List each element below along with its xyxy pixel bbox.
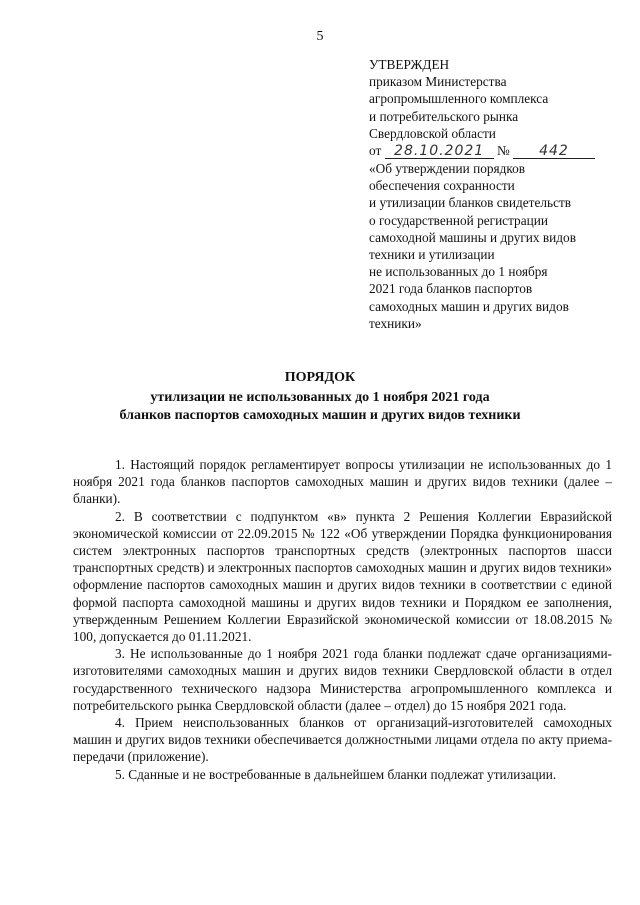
approval-line: агропромышленного комплекса <box>369 91 549 107</box>
subject-line: и утилизации бланков свидетельств <box>369 195 572 211</box>
approval-line: УТВЕРЖДЕН <box>369 57 450 72</box>
paragraph: 4. Прием неиспользованных бланков от организаций-изготовителей самоходных машин и других видов техники обеспечивается должностными лицами отдела по акту приема-передачи (приложение). <box>73 715 612 765</box>
document-title: ПОРЯДОК <box>284 370 356 385</box>
paragraph: 2. В соответствии с подпунктом «в» пункта 2 Решения Коллегии Евразийской экономической комиссии от 22.09.2015 № 122 «Об утверждении Порядка функционирования систем электронных паспортов транспортных средств (электронных паспортов шасси транспортных средств) и электронных паспортов самоходных машин и других видов техники» оформление паспортов самоходных машин и других видов техники в соответствии с единой формой паспорта самоходной машины и других видов техники и Порядком ее заполнения, утвержденным Решением Коллегии Евразийской экономической комиссии от 18.08.2015 № 100, допускается до 01.11.2021. <box>73 508 612 645</box>
subject-line: самоходных машин и других видов <box>369 298 569 314</box>
subject-line: техники и утилизации <box>369 247 495 263</box>
order-date <box>385 144 494 159</box>
order-number <box>513 144 595 159</box>
paragraph: 5. Сданные и не востребованные в дальнейшем бланки подлежат утилизации. <box>115 766 557 782</box>
approval-line: Свердловской области <box>369 125 496 141</box>
approval-line: и потребительского рынка <box>369 108 519 124</box>
document-body <box>73 456 612 783</box>
order-number-sign: № <box>496 143 510 159</box>
paragraph: 3. Не использованные до 1 ноября 2021 года бланки подлежат сдаче организациями-изготовителями самоходных машин и других видов техники Свердловской области в отдел государственного технического надзора Министерства агропромышленного комплекса и потребительского рынка Свердловской области (далее – отдел) до 15 ноября 2021 года. <box>73 646 612 713</box>
subject-line: обеспечения сохранности <box>369 178 515 194</box>
subject-line: о государственной регистрации <box>369 212 548 228</box>
approval-line: приказом Министерства <box>369 74 507 90</box>
order-reference <box>369 142 619 160</box>
document-subtitle: утилизации не использованных до 1 ноября 2021 года <box>150 390 490 405</box>
subject-line: 2021 года бланков паспортов <box>369 281 533 297</box>
document-subtitle: бланков паспортов самоходных машин и других видов техники <box>119 408 521 423</box>
page-number: 5 <box>316 29 324 44</box>
subject-line: «Об утверждении порядков <box>369 161 526 177</box>
paragraph: 1. Настоящий порядок регламентирует вопросы утилизации не использованных до 1 ноября 2021 года бланков паспортов самоходных машин и других видов техники (далее – бланки). <box>73 457 612 507</box>
subject-line: техники» <box>369 315 422 331</box>
approval-block <box>369 56 619 332</box>
subject-line: самоходной машины и других видов <box>369 229 576 245</box>
order-date-handwritten: 28.10.2021 <box>394 143 485 160</box>
order-prefix: от <box>369 143 382 159</box>
order-number-handwritten: 442 <box>539 143 569 160</box>
subject-line: не использованных до 1 ноября <box>369 264 548 280</box>
